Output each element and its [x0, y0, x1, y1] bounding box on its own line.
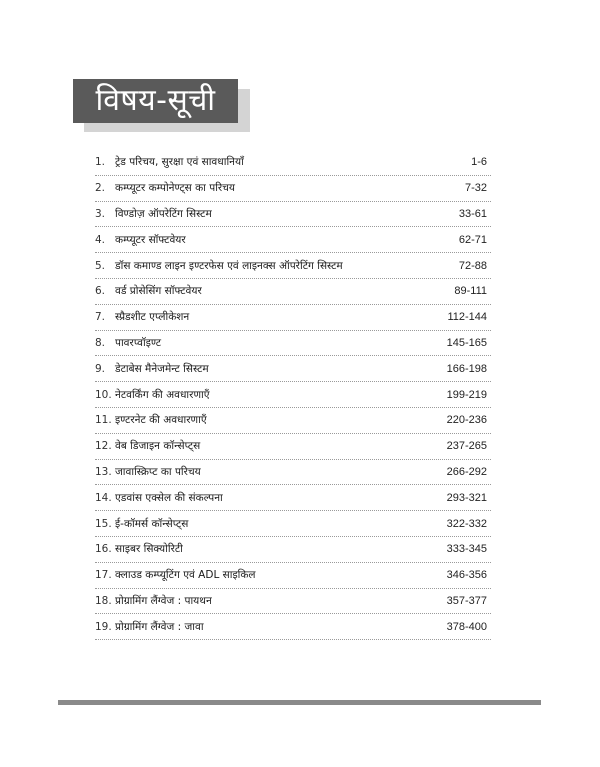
chapter-title: डॉस कमाण्ड लाइन इण्टरफेस एवं लाइनक्स ऑपरेटिंग सिस्टम [115, 259, 343, 272]
chapter-number: 1. [95, 156, 106, 169]
chapter-number: 12. [95, 440, 112, 453]
page-title [73, 79, 238, 123]
toc-row-4[interactable] [95, 227, 491, 253]
chapter-title: स्प्रैडशीट एप्लीकेशन [115, 311, 190, 324]
chapter-title: ई-कॉमर्स कॉन्सेप्ट्स [115, 517, 189, 530]
table-of-contents [95, 150, 491, 640]
toc-row-5[interactable] [95, 253, 491, 279]
chapter-title: क्लाउड कम्प्यूटिंग एवं ADL साइकिल [115, 569, 256, 582]
chapter-number: 19. [95, 620, 112, 633]
chapter-number: 2. [95, 182, 106, 195]
toc-row-8[interactable] [95, 331, 491, 357]
page-range: 199-219 [446, 388, 487, 401]
chapter-title: प्रोग्रामिंग लैंग्वेज : जावा [115, 620, 204, 633]
chapter-title: साइबर सिक्योरिटी [115, 543, 183, 556]
chapter-number: 4. [95, 233, 106, 246]
toc-row-17[interactable] [95, 563, 491, 589]
chapter-title: डेटाबेस मैनेजमेन्ट सिस्टम [115, 362, 209, 375]
chapter-title: वर्ड प्रोसेसिंग सॉफ्टवेयर [115, 285, 202, 298]
page-range: 266-292 [446, 465, 487, 478]
chapter-title: प्रोग्रामिंग लैंग्वेज : पायथन [115, 594, 212, 607]
toc-row-13[interactable] [95, 460, 491, 486]
toc-row-16[interactable] [95, 537, 491, 563]
bottom-divider [58, 700, 541, 705]
chapter-number: 17. [95, 569, 112, 582]
chapter-number: 10. [95, 388, 112, 401]
chapter-title: नेटवर्किंग की अवधारणाएँ [115, 388, 210, 401]
page-range: 62-71 [458, 233, 487, 246]
chapter-number: 13. [95, 465, 112, 478]
chapter-title: जावास्क्रिप्ट का परिचय [115, 465, 201, 478]
chapter-title: वेब डिजाइन कॉन्सेप्ट्स [115, 440, 201, 453]
toc-row-1[interactable] [95, 150, 491, 176]
chapter-number: 7. [95, 311, 106, 324]
toc-row-15[interactable] [95, 511, 491, 537]
toc-row-14[interactable] [95, 485, 491, 511]
page-range: 220-236 [446, 414, 487, 427]
chapter-title: पावरप्वॉइण्ट [115, 336, 162, 349]
chapter-number: 16. [95, 543, 112, 556]
chapter-number: 6. [95, 285, 106, 298]
toc-row-10[interactable] [95, 382, 491, 408]
chapter-title: कम्प्यूटर कम्पोनेण्ट्स का परिचय [115, 182, 235, 195]
page-range: 145-165 [446, 336, 487, 349]
chapter-number: 15. [95, 517, 112, 530]
chapter-number: 14. [95, 491, 112, 504]
toc-row-12[interactable] [95, 434, 491, 460]
toc-row-6[interactable] [95, 279, 491, 305]
chapter-title: कम्प्यूटर सॉफ्टवेयर [115, 233, 186, 246]
chapter-number: 18. [95, 594, 112, 607]
chapter-number: 11. [95, 414, 112, 427]
chapter-title: ट्रेड परिचय, सुरक्षा एवं सावधानियाँ [115, 156, 244, 169]
chapter-number: 8. [95, 336, 106, 349]
toc-row-3[interactable] [95, 202, 491, 228]
toc-row-11[interactable] [95, 408, 491, 434]
page-range: 378-400 [446, 620, 487, 633]
page-range: 72-88 [458, 259, 487, 272]
toc-row-2[interactable] [95, 176, 491, 202]
page-range: 237-265 [446, 440, 487, 453]
page-range: 322-332 [446, 517, 487, 530]
page-range: 333-345 [446, 543, 487, 556]
chapter-title: इण्टरनेट की अवधारणाएँ [115, 414, 207, 427]
toc-row-7[interactable] [95, 305, 491, 331]
page-range: 166-198 [446, 362, 487, 375]
page-range: 7-32 [464, 182, 487, 195]
chapter-number: 9. [95, 362, 106, 375]
page-range: 357-377 [446, 594, 487, 607]
page-title-text: विषय-सूची [95, 83, 216, 118]
toc-row-19[interactable] [95, 614, 491, 640]
page-range: 89-111 [454, 285, 487, 298]
chapter-title: एडवांस एक्सेल की संकल्पना [115, 491, 223, 504]
page-range: 346-356 [446, 569, 487, 582]
chapter-title: विण्डोज़ ऑपरेटिंग सिस्टम [115, 207, 212, 220]
page-range: 112-144 [447, 311, 487, 324]
toc-row-9[interactable] [95, 356, 491, 382]
page-range: 293-321 [446, 491, 487, 504]
page-range: 1-6 [471, 156, 487, 169]
toc-row-18[interactable] [95, 589, 491, 615]
chapter-number: 5. [95, 259, 106, 272]
chapter-number: 3. [95, 207, 106, 220]
page-range: 33-61 [458, 207, 487, 220]
